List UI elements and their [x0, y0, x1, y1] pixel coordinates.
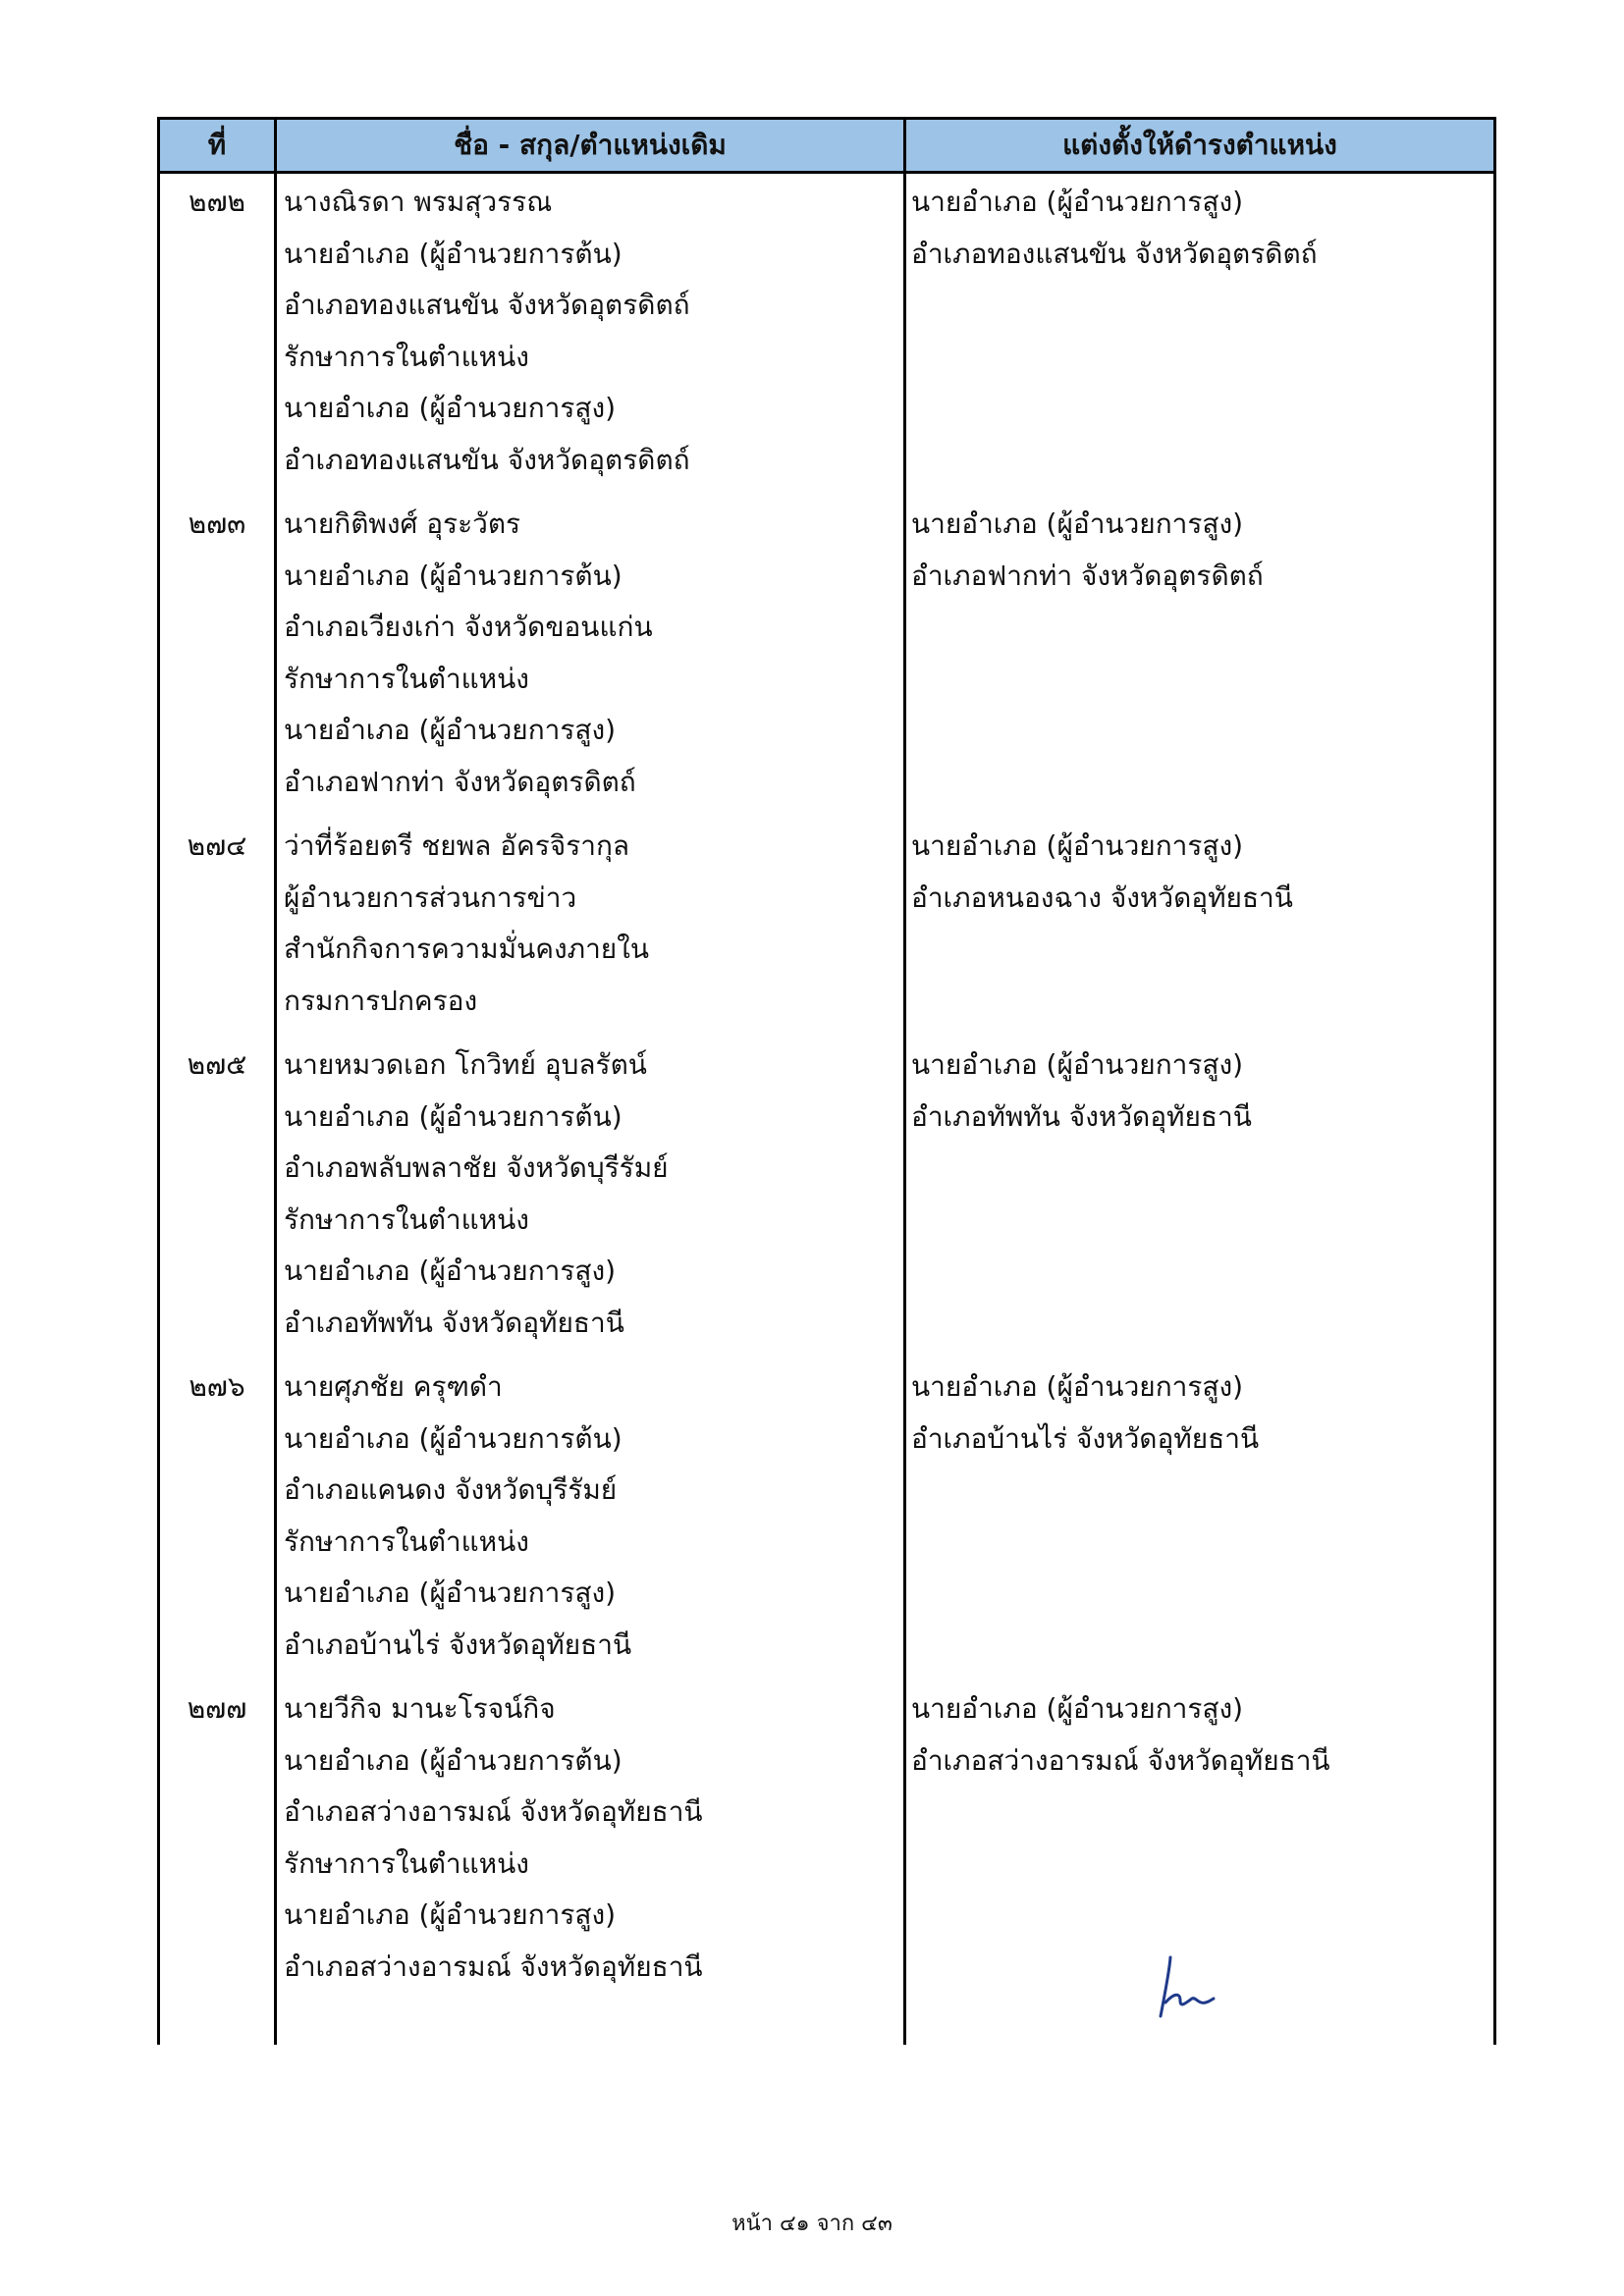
appointed-position-line: นายอำเภอ (ผู้อำนวยการสูง)	[911, 186, 1244, 218]
table-row	[160, 177, 1493, 486]
person-name: นางณิรดา พรมสุวรรณ	[284, 186, 553, 218]
appointment-table	[157, 117, 1496, 2045]
old-position-line: นายอำเภอ (ผู้อำนวยการต้น)	[284, 559, 623, 592]
appointed-position-line: นายอำเภอ (ผู้อำนวยการสูง)	[911, 1370, 1244, 1403]
old-position-line: นายอำเภอ (ผู้อำนวยการสูง)	[284, 1255, 617, 1287]
old-position-line: รักษาการในตำแหน่ง	[284, 1524, 529, 1558]
old-position-line: รักษาการในตำแหน่ง	[284, 340, 529, 373]
old-position-line: อำเภอทองแสนขัน จังหวัดอุตรดิตถ์	[284, 443, 690, 476]
appointed-position-cell	[911, 1683, 1494, 1787]
appointed-position-line: อำเภอทองแสนขัน จังหวัดอุตรดิตถ์	[911, 237, 1318, 270]
old-position-line: นายอำเภอ (ผู้อำนวยการสูง)	[284, 1898, 617, 1931]
row-number: ๒๗๒	[189, 186, 245, 218]
old-position-line: รักษาการในตำแหน่ง	[284, 1846, 529, 1880]
header-name-old-position: ชื่อ - สกุล/ตำแหน่งเดิม	[454, 129, 727, 161]
name-old-position-cell	[284, 1362, 896, 1671]
old-position-line: อำเภอทัพทัน จังหวัดอุทัยธานี	[284, 1306, 624, 1339]
appointed-position-cell	[911, 1362, 1494, 1465]
person-name: นายหมวดเอก โกวิทย์ อุบลรัตน์	[284, 1048, 647, 1081]
old-position-line: อำเภอบ้านไร่ จังหวัดอุทัยธานี	[284, 1628, 632, 1661]
appointed-position-line: นายอำเภอ (ผู้อำนวยการสูง)	[911, 829, 1244, 862]
appointed-position-line: อำเภอบ้านไร่ จังหวัดอุทัยธานี	[911, 1421, 1260, 1455]
appointed-position-cell	[911, 1040, 1494, 1143]
old-position-line: นายอำเภอ (ผู้อำนวยการสูง)	[284, 392, 617, 424]
old-position-line: นายอำเภอ (ผู้อำนวยการต้น)	[284, 1099, 623, 1133]
row-number: ๒๗๔	[187, 829, 247, 862]
person-name: นายวีกิจ มานะโรจน์กิจ	[284, 1692, 556, 1725]
old-position-line: นายอำเภอ (ผู้อำนวยการต้น)	[284, 1743, 623, 1777]
old-position-line: สำนักกิจการความมั่นคงภายใน	[284, 933, 650, 965]
signature-initials	[1157, 1953, 1216, 2022]
appointed-position-line: นายอำเภอ (ผู้อำนวยการสูง)	[911, 1692, 1244, 1725]
person-name: นายศุภชัย ครุฑดำ	[284, 1370, 503, 1403]
table-row	[160, 1362, 1493, 1671]
old-position-line: นายอำเภอ (ผู้อำนวยการสูง)	[284, 1576, 617, 1609]
appointed-position-line: อำเภอหนองฉาง จังหวัดอุทัยธานี	[911, 881, 1293, 914]
table-body	[160, 177, 1493, 1993]
name-old-position-cell	[284, 499, 896, 808]
appointed-position-cell	[911, 821, 1494, 924]
appointed-position-cell	[911, 177, 1494, 280]
table-row	[160, 499, 1493, 808]
table-row	[160, 1040, 1493, 1349]
old-position-line: รักษาการในตำแหน่ง	[284, 662, 529, 695]
old-position-line: นายอำเภอ (ผู้อำนวยการสูง)	[284, 714, 617, 746]
row-number: ๒๗๓	[188, 507, 246, 540]
old-position-line: อำเภอพลับพลาชัย จังหวัดบุรีรัมย์	[284, 1151, 669, 1184]
old-position-line: ผู้อำนวยการส่วนการข่าว	[284, 881, 577, 914]
table-row	[160, 1683, 1493, 1993]
old-position-line: นายอำเภอ (ผู้อำนวยการต้น)	[284, 1421, 623, 1455]
appointed-position-line: อำเภอสว่างอารมณ์ จังหวัดอุทัยธานี	[911, 1743, 1330, 1777]
old-position-line: อำเภอแคนดง จังหวัดบุรีรัมย์	[284, 1473, 618, 1506]
name-old-position-cell	[284, 177, 896, 486]
table-row	[160, 821, 1493, 1027]
appointed-position-line: อำเภอทัพทัน จังหวัดอุทัยธานี	[911, 1099, 1252, 1133]
row-number: ๒๗๕	[187, 1048, 247, 1081]
old-position-line: อำเภอสว่างอารมณ์ จังหวัดอุทัยธานี	[284, 1795, 703, 1828]
appointed-position-line: นายอำเภอ (ผู้อำนวยการสูง)	[911, 507, 1244, 540]
old-position-line: อำเภอเวียงเก่า จังหวัดขอนแก่น	[284, 611, 653, 643]
name-old-position-cell	[284, 1683, 896, 1993]
old-position-line: อำเภอฟากท่า จังหวัดอุตรดิตถ์	[284, 765, 636, 798]
old-position-line: อำเภอสว่างอารมณ์ จังหวัดอุทัยธานี	[284, 1949, 703, 1983]
name-old-position-cell	[284, 1040, 896, 1349]
old-position-line: กรมการปกครอง	[284, 984, 478, 1017]
page-number: หน้า ๔๑ จาก ๔๓	[731, 2212, 893, 2236]
person-name: นายกิติพงศ์ อุระวัตร	[284, 507, 521, 540]
old-position-line: รักษาการในตำแหน่ง	[284, 1202, 529, 1236]
row-number: ๒๗๖	[189, 1370, 245, 1403]
person-name: ว่าที่ร้อยตรี ชยพล อัครจิรากุล	[284, 829, 630, 862]
old-position-line: อำเภอทองแสนขัน จังหวัดอุตรดิตถ์	[284, 289, 690, 321]
appointed-position-cell	[911, 499, 1494, 602]
header-no: ที่	[207, 129, 227, 161]
appointed-position-line: อำเภอฟากท่า จังหวัดอุตรดิตถ์	[911, 559, 1264, 592]
old-position-line: นายอำเภอ (ผู้อำนวยการต้น)	[284, 237, 623, 270]
name-old-position-cell	[284, 821, 896, 1027]
table-header	[160, 120, 1493, 174]
header-appointed-position: แต่งตั้งให้ดำรงตำแหน่ง	[1062, 129, 1337, 161]
appointed-position-line: นายอำเภอ (ผู้อำนวยการสูง)	[911, 1048, 1244, 1081]
row-number: ๒๗๗	[187, 1692, 247, 1725]
